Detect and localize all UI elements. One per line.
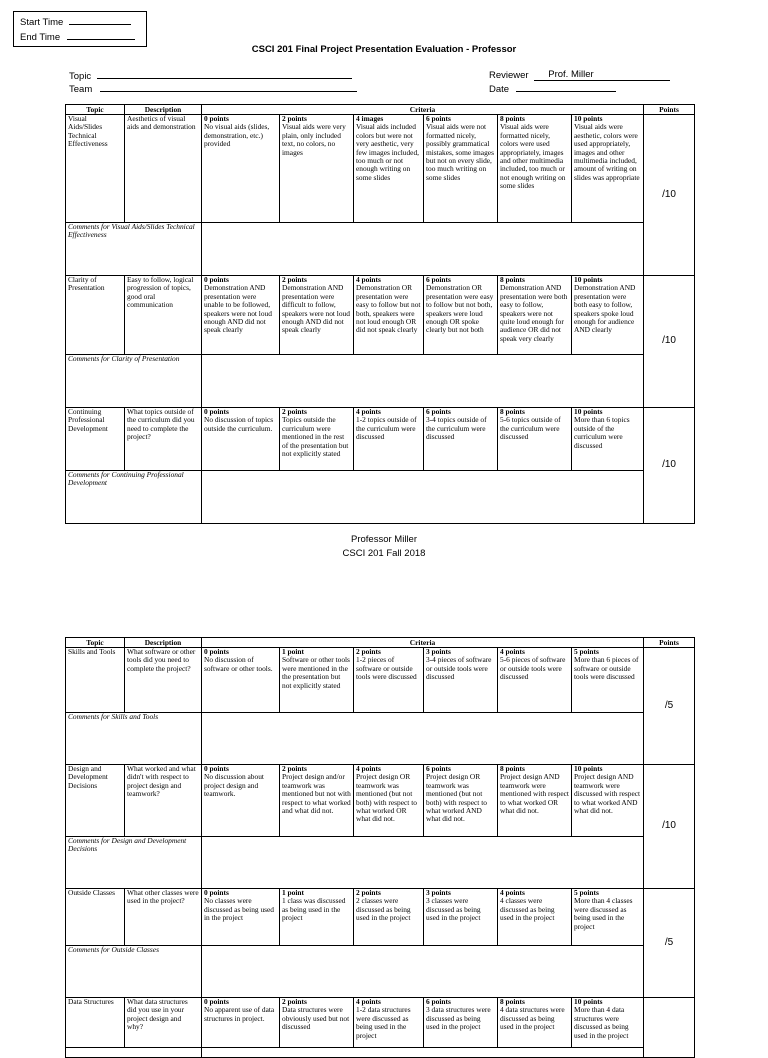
criteria-text: Demonstration AND presentation were unable to be followed, speakers were not loud enough AND did not speak clearly [204,283,272,335]
criteria-points-heading: 8 points [500,764,525,773]
start-time-field[interactable] [69,16,131,25]
comment-label: Comments for Visual Aids/Slides Technical Effectiveness [66,223,202,276]
criteria-points-heading: 2 points [282,275,307,284]
criteria-points-heading: 4 points [356,997,381,1006]
row-description: What other classes were used in the project? [125,889,202,946]
rubric-table-2 [65,637,695,1058]
criteria-points-heading: 0 points [204,888,229,897]
criteria-points-heading: 0 points [204,764,229,773]
criteria-cell [498,889,572,946]
criteria-text: Project design OR teamwork was mentioned (but not both) with respect to what worked OR what did not. [356,772,417,824]
comment-label [66,1048,202,1058]
criteria-points-heading: 6 points [426,764,451,773]
criteria-points-heading: 4 points [356,764,381,773]
row-description: Easy to follow, logical progression of topics, good oral communication [125,276,202,355]
criteria-points-heading: 10 points [574,997,603,1006]
criteria-cell [572,998,644,1048]
criteria-points-heading: 8 points [500,275,525,284]
reviewer-field[interactable] [534,70,670,81]
page-footer [0,533,768,561]
reviewer-label: Reviewer [489,70,529,81]
row-topic: Visual Aids/Slides Technical Effectiveness [66,115,125,223]
col-description-header: Description [125,638,202,648]
criteria-text: No classes were discussed as being used in the project [204,896,274,923]
criteria-text: Demonstration AND presentation were both easy to follow, speakers spoke loud enough for audience AND clearly [574,283,636,335]
footer-professor: Professor Miller [351,534,417,545]
team-label: Team [69,84,93,95]
criteria-cell [572,408,644,471]
criteria-text: No discussion of software or other tools. [204,655,273,673]
criteria-cell [202,115,280,223]
criteria-cell [202,998,280,1048]
criteria-points-heading: 2 points [282,114,307,123]
criteria-cell [280,648,354,713]
comment-label: Comments for Continuing Professional Development [66,471,202,524]
criteria-text: Topics outside the curriculum were mentioned in the rest of the presentation but not explicitly stated [282,415,349,459]
criteria-text: 1-2 data structures were discussed as being used in the project [356,1005,411,1040]
team-field[interactable] [100,83,357,92]
criteria-text: Visual aids were formatted nicely, colors were used appropriately, images and other multimedia included, too much or not enough writing on some slides [500,122,566,191]
criteria-points-heading: 4 points [356,275,381,284]
criteria-points-heading: 3 points [426,888,451,897]
criteria-row [66,115,695,223]
col-description-header: Description [125,105,202,115]
criteria-cell [424,998,498,1048]
criteria-points-heading: 8 points [500,997,525,1006]
criteria-cell [354,648,424,713]
points-cell[interactable]: /10 [644,408,695,524]
criteria-points-heading: 2 points [282,764,307,773]
criteria-points-heading: 1 point [282,888,304,897]
comment-row [66,713,695,765]
criteria-text: Project design AND teamwork were discussed with respect to what worked AND what did not. [574,772,641,816]
criteria-points-heading: 2 points [356,888,381,897]
start-time-label: Start Time [20,17,64,28]
criteria-cell [572,115,644,223]
criteria-text: Demonstration OR presentation were easy to follow but not both, speakers were not loud enough OR did not speak clearly [356,283,421,335]
criteria-points-heading: 6 points [426,114,451,123]
end-time-row [20,30,140,45]
points-cell[interactable]: /10 [644,276,695,408]
points-cell[interactable]: /5 [644,889,695,998]
team-row [69,83,357,95]
comment-row [66,355,695,408]
points-cell[interactable]: /10 [644,765,695,889]
criteria-cell [572,765,644,837]
criteria-text: No discussion about project design and teamwork. [204,772,264,799]
comment-row [66,837,695,889]
criteria-text: Visual aids were not formatted nicely, possibly grammatical mistakes, some images but not on every slide, too much writing on some slides [426,122,494,182]
criteria-text: 1 class was discussed as being used in the project [282,896,346,923]
comment-label: Comments for Design and Development Decisions [66,837,202,889]
criteria-points-heading: 8 points [500,114,525,123]
col-topic-header: Topic [66,105,125,115]
criteria-points-heading: 5 points [574,888,599,897]
criteria-points-heading: 10 points [574,114,603,123]
row-description: What data structures did you use in your project design and why? [125,998,202,1048]
criteria-cell [498,408,572,471]
comment-row [66,471,695,524]
criteria-cell [354,765,424,837]
document-title: CSCI 201 Final Project Presentation Evaluation - Professor [251,44,517,55]
criteria-cell [424,765,498,837]
points-cell[interactable]: /5 [644,648,695,765]
criteria-points-heading: 10 points [574,764,603,773]
criteria-cell [424,115,498,223]
end-time-label: End Time [20,32,61,43]
criteria-points-heading: 8 points [500,407,525,416]
criteria-text: More than 4 data structures were discussed as being used in the project [574,1005,629,1040]
col-criteria-header: Criteria [202,638,644,648]
criteria-cell [354,408,424,471]
criteria-points-heading: 4 points [356,407,381,416]
comment-row [66,946,695,998]
criteria-points-heading: 10 points [574,407,603,416]
time-box [13,11,147,47]
criteria-text: Visual aids were aesthetic, colors were used appropriately, images and other multimedia included, amount of writing on slides was appropriate [574,122,640,182]
criteria-cell [354,889,424,946]
criteria-row [66,765,695,837]
criteria-text: 3 classes were discussed as being used in the project [426,896,481,923]
criteria-row [66,408,695,471]
date-label: Date [489,84,510,95]
topic-field[interactable] [97,70,352,79]
criteria-cell [280,998,354,1048]
criteria-cell [280,408,354,471]
criteria-text: 3 data structures were discussed as being used in the project [426,1005,491,1032]
criteria-text: 3-4 topics outside of the curriculum were discussed [426,415,487,442]
criteria-cell [498,276,572,355]
criteria-points-heading: 2 points [282,407,307,416]
criteria-text: No visual aids (slides, demonstration, etc.) provided [204,122,270,149]
criteria-cell [202,648,280,713]
criteria-text: Project design and/or teamwork was mentioned but not with respect to what worked and what did not. [282,772,351,816]
comment-label: Comments for Clarity of Presentation [66,355,202,408]
criteria-text: Project design AND teamwork were mentioned with respect to what worked OR what did not. [500,772,569,816]
header-row [66,638,695,648]
row-topic: Outside Classes [66,889,125,946]
criteria-cell [202,408,280,471]
criteria-points-heading: 2 points [356,647,381,656]
criteria-cell [354,276,424,355]
criteria-text: Data structures were obviously used but not discussed [282,1005,350,1032]
criteria-text: 5-6 topics outside of the curriculum were discussed [500,415,561,442]
criteria-points-heading: 0 points [204,997,229,1006]
criteria-points-heading: 6 points [426,997,451,1006]
criteria-row [66,648,695,713]
comment-row [66,223,695,276]
criteria-cell [424,276,498,355]
col-topic-header: Topic [66,638,125,648]
criteria-points-heading: 2 points [282,997,307,1006]
criteria-cell [498,648,572,713]
criteria-cell [354,998,424,1048]
criteria-cell [572,276,644,355]
criteria-text: 3-4 pieces of software or outside tools were discussed [426,655,492,682]
criteria-cell [498,115,572,223]
criteria-points-heading: 6 points [426,275,451,284]
criteria-points-heading: 4 points [500,888,525,897]
row-description: What topics outside of the curriculum did you need to complete the project? [125,408,202,471]
criteria-text: Demonstration OR presentation were easy to follow but not both, speakers were loud enough OR spoke clearly but not both [426,283,494,335]
criteria-cell [424,408,498,471]
row-topic: Design and Development Decisions [66,765,125,837]
criteria-text: 1-2 pieces of software or outside tools were discussed [356,655,417,682]
rubric-table-1 [65,104,695,524]
criteria-points-heading: 0 points [204,647,229,656]
criteria-row [66,998,695,1048]
topic-label: Topic [69,71,92,82]
criteria-text: Visual aids included colors but were not very aesthetic, very few images included, too much or not enough writing on some slides [356,122,420,182]
criteria-points-heading: 1 point [282,647,304,656]
points-cell[interactable] [644,998,695,1058]
criteria-text: 5-6 pieces of software or outside tools were discussed [500,655,566,682]
start-time-row [20,15,140,30]
criteria-points-heading: 10 points [574,275,603,284]
criteria-row [66,889,695,946]
date-row [489,83,616,95]
criteria-text: 1-2 topics outside of the curriculum were discussed [356,415,417,442]
criteria-points-heading: 0 points [204,407,229,416]
comment-label: Comments for Skills and Tools [66,713,202,765]
criteria-cell [280,765,354,837]
reviewer-value: Prof. Miller [548,69,594,80]
criteria-points-heading: 6 points [426,407,451,416]
row-topic: Skills and Tools [66,648,125,713]
criteria-cell [280,115,354,223]
criteria-text: More than 6 topics outside of the curriculum were discussed [574,415,630,450]
criteria-points-heading: 4 points [500,647,525,656]
criteria-cell [572,648,644,713]
row-description: What software or other tools did you need to complete the project? [125,648,202,713]
comment-field[interactable] [202,355,644,408]
criteria-cell [498,998,572,1048]
comment-field[interactable] [202,713,644,765]
comment-field[interactable] [202,1048,644,1058]
criteria-cell [202,765,280,837]
criteria-points-heading: 0 points [204,114,229,123]
criteria-cell [498,765,572,837]
criteria-text: More than 6 pieces of software or outside tools were discussed [574,655,639,682]
criteria-cell [424,648,498,713]
criteria-text: No discussion of topics outside the curriculum. [204,415,274,433]
criteria-cell [572,889,644,946]
criteria-cell [280,276,354,355]
col-points-header: Points [644,638,695,648]
criteria-cell [280,889,354,946]
criteria-points-heading: 0 points [204,275,229,284]
comment-row [66,1048,695,1058]
reviewer-row [489,70,670,81]
criteria-text: Demonstration AND presentation were difficult to follow, speakers were not loud enough AND did not speak clearly [282,283,350,335]
criteria-text: No apparent use of data structures in project. [204,1005,275,1023]
date-field[interactable] [516,83,616,92]
comment-field[interactable] [202,837,644,889]
row-topic: Clarity of Presentation [66,276,125,355]
comment-label: Comments for Outside Classes [66,946,202,998]
end-time-field[interactable] [67,31,135,40]
criteria-points-heading: 4 images [356,114,384,123]
criteria-text: Project design OR teamwork was mentioned (but not both) with respect to what worked AND what did not. [426,772,487,824]
criteria-text: 2 classes were discussed as being used in the project [356,896,411,923]
criteria-points-heading: 5 points [574,647,599,656]
criteria-text: Visual aids were very plain, only included text, no colors, no images [282,122,346,157]
criteria-cell [424,889,498,946]
row-description: Aesthetics of visual aids and demonstration [125,115,202,223]
criteria-cell [202,276,280,355]
row-topic: Continuing Professional Development [66,408,125,471]
row-topic: Data Structures [66,998,125,1048]
comment-field[interactable] [202,946,644,998]
comment-field[interactable] [202,471,644,524]
criteria-text: Software or other tools were mentioned in the the presentation but not explicitly stated [282,655,350,690]
criteria-text: Demonstration AND presentation were both easy to follow, speakers were not quite loud enough for audience OR did not speak very clearly [500,283,568,343]
col-points-header: Points [644,105,695,115]
points-cell[interactable]: /10 [644,115,695,276]
comment-field[interactable] [202,223,644,276]
footer-course: CSCI 201 Fall 2018 [342,548,426,559]
row-description: What worked and what didn't with respect to project design and teamwork? [125,765,202,837]
criteria-text: More than 4 classes were discussed as being used in the project [574,896,633,931]
criteria-text: 4 data structures were discussed as being used in the project [500,1005,565,1032]
criteria-points-heading: 3 points [426,647,451,656]
col-criteria-header: Criteria [202,105,644,115]
header-row [66,105,695,115]
topic-row [69,70,352,82]
criteria-text: 4 classes were discussed as being used in the project [500,896,555,923]
criteria-cell [202,889,280,946]
criteria-row [66,276,695,355]
criteria-cell [354,115,424,223]
